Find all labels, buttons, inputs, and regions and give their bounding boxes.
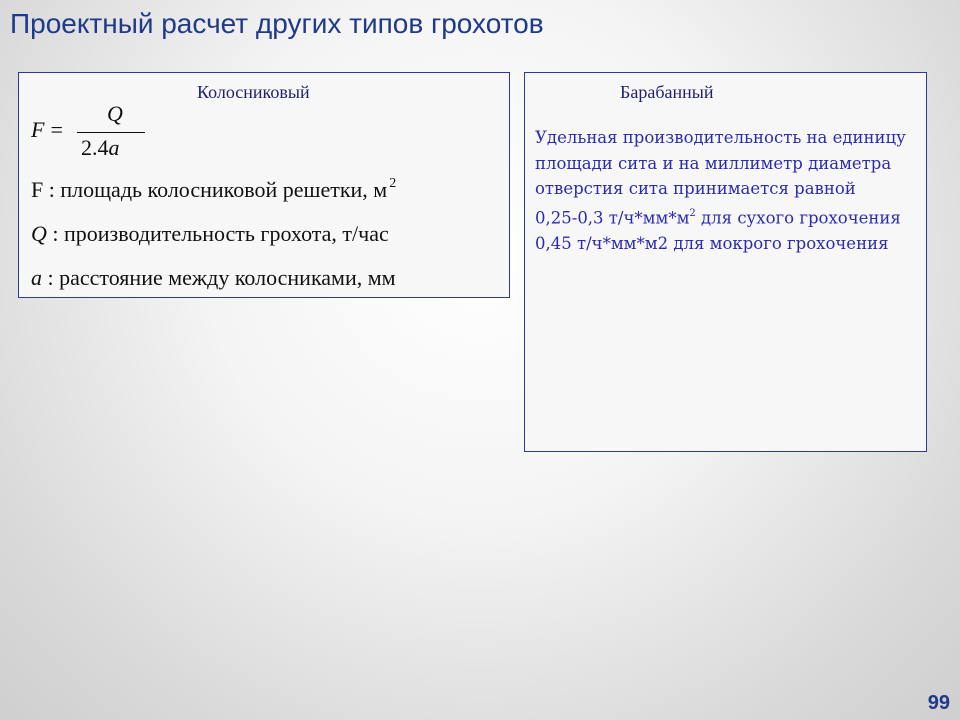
area-formula bbox=[31, 101, 161, 165]
definition-q bbox=[31, 221, 389, 247]
drum-screen-heading: Барабанный bbox=[620, 82, 714, 102]
drum-screen-panel bbox=[524, 72, 927, 452]
formula-denominator-coef: 2.4 bbox=[81, 135, 109, 160]
definition-text: : расстояние между колосниками, мм bbox=[42, 265, 396, 290]
definition-f bbox=[31, 177, 396, 203]
grizzly-screen-heading: Колосниковый bbox=[197, 82, 310, 102]
formula-lhs-var: F bbox=[31, 117, 45, 142]
formula-equals: = bbox=[50, 117, 63, 142]
definition-symbol: Q bbox=[31, 221, 47, 246]
dry-rate: 0,25-0,3 т/ч*мм*м bbox=[535, 208, 690, 227]
drum-line-intro: Удельная производительность на единицу площади сита и на миллиметр диаметра отверстия сита принимается равной bbox=[535, 128, 906, 198]
page-number: 99 bbox=[927, 692, 950, 714]
definition-superscript: 2 bbox=[389, 175, 397, 191]
formula-lhs bbox=[31, 117, 63, 143]
drum-screen-description bbox=[535, 125, 915, 256]
definition-text: : производительность грохота, т/час bbox=[46, 221, 389, 246]
formula-denominator-var: a bbox=[108, 135, 120, 160]
slide-title: Проектный расчет других типов грохотов bbox=[10, 8, 544, 39]
definition-a bbox=[31, 265, 396, 291]
grizzly-screen-panel bbox=[18, 72, 510, 298]
formula-denominator bbox=[81, 135, 120, 161]
dry-rate-superscript: 2 bbox=[689, 207, 696, 219]
drum-line-wet: 0,45 т/ч*мм*м2 для мокрого грохочения bbox=[535, 233, 889, 253]
definition-symbol: F bbox=[31, 177, 44, 202]
definition-symbol: a bbox=[31, 265, 42, 290]
fraction-bar bbox=[77, 132, 145, 133]
formula-numerator: Q bbox=[107, 101, 123, 126]
drum-line-dry bbox=[535, 202, 915, 231]
definition-text: : площадь колосниковой решетки, м bbox=[43, 177, 388, 202]
dry-rate-condition: для сухого грохочения bbox=[695, 208, 901, 227]
